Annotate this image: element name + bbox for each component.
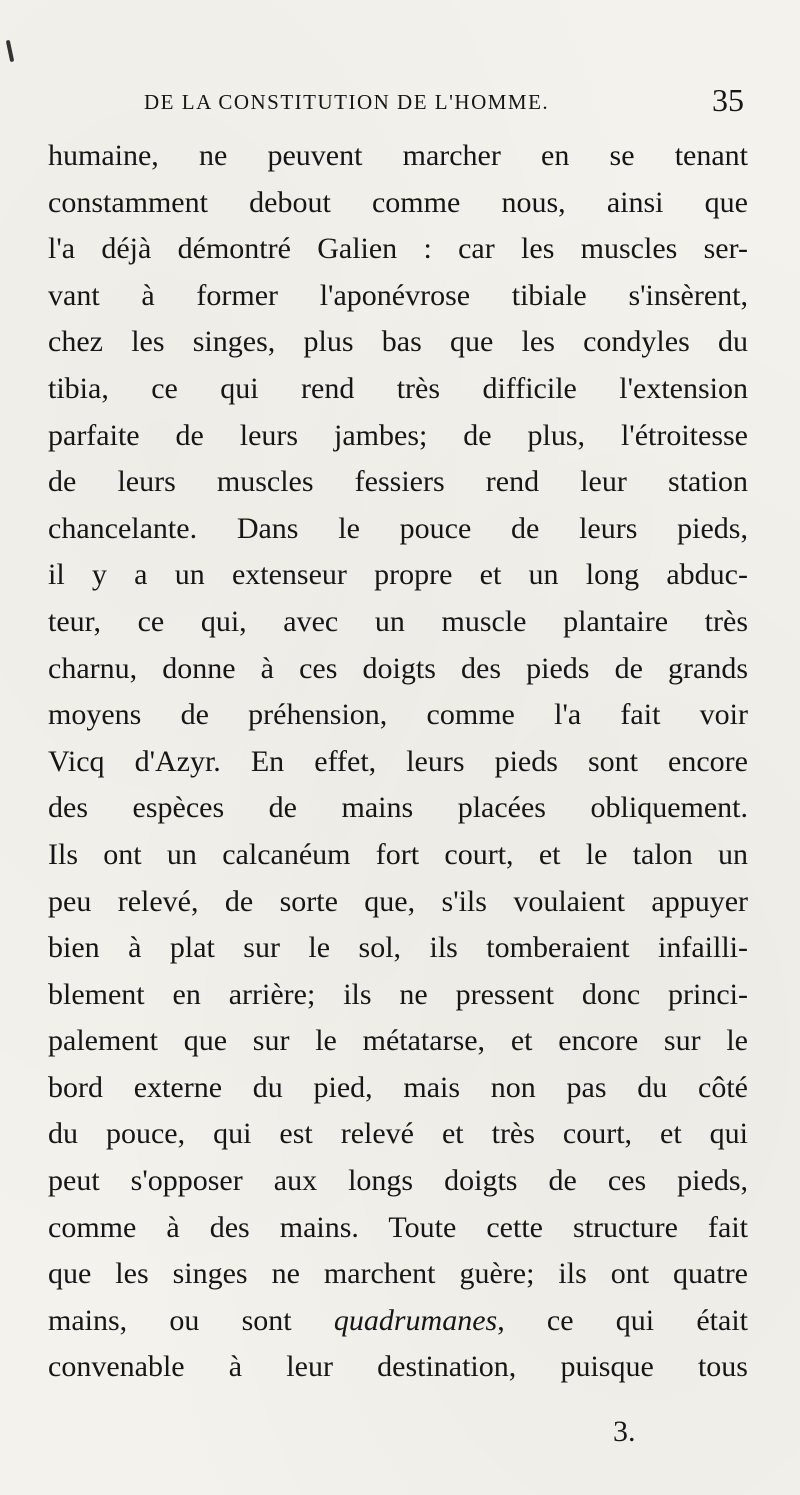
body-text: [48, 133, 748, 1391]
signature-mark: 3.: [613, 1415, 636, 1448]
text-line: il y a un extenseur propre et un long abduc-: [48, 558, 748, 592]
text-line: Vicq d'Azyr. En effet, leurs pieds sont encore: [48, 744, 748, 778]
text-line: charnu, donne à ces doigts des pieds de grands: [48, 651, 748, 685]
margin-ink-mark: [6, 40, 14, 62]
text-line: constamment debout comme nous, ainsi que: [48, 185, 748, 219]
text-line: que les singes ne marchent guère; ils ont quatre: [48, 1257, 748, 1291]
text-line: moyens de préhension, comme l'a fait voir: [48, 698, 748, 732]
text-line: peut s'opposer aux longs doigts de ces pieds,: [48, 1164, 748, 1198]
text-line: tibia, ce qui rend très difficile l'extension: [48, 371, 748, 405]
running-title: DE LA CONSTITUTION DE L'HOMME.: [144, 90, 550, 114]
text-line: teur, ce qui, avec un muscle plantaire très: [48, 604, 748, 638]
text-line: peu relevé, de sorte que, s'ils voulaient appuyer: [48, 884, 748, 918]
text-segment: , ce qui était: [497, 1303, 748, 1337]
text-line: humaine, ne peuvent marcher en se tenant: [48, 139, 748, 172]
text-line: des espèces de mains placées obliquement.: [48, 791, 748, 825]
text-segment: mains, ou sont: [48, 1303, 334, 1337]
text-line: blement en arrière; ils ne pressent donc princi-: [48, 977, 748, 1011]
text-line: chancelante. Dans le pouce de leurs pieds,: [48, 511, 748, 545]
text-line: Ils ont un calcanéum fort court, et le talon un: [48, 837, 748, 871]
text-line: parfaite de leurs jambes; de plus, l'étroitesse: [48, 418, 748, 452]
text-line: l'a déjà démontré Galien : car les muscles ser-: [48, 232, 748, 266]
running-head: [144, 82, 744, 122]
text-line: bien à plat sur le sol, ils tomberaient infailli-: [48, 931, 748, 965]
text-line: du pouce, qui est relevé et très court, et qui: [48, 1117, 748, 1151]
page-number: 35: [712, 82, 744, 118]
text-line: de leurs muscles fessiers rend leur station: [48, 465, 748, 499]
text-line: palement que sur le métatarse, et encore sur le: [48, 1024, 748, 1058]
text-line: vant à former l'aponévrose tibiale s'insèrent,: [48, 278, 748, 312]
text-line: bord externe du pied, mais non pas du côté: [48, 1070, 748, 1104]
text-line: chez les singes, plus bas que les condyles du: [48, 325, 748, 359]
italic-term: quadrumanes: [333, 1303, 498, 1337]
text-line: comme à des mains. Toute cette structure fait: [48, 1210, 748, 1244]
text-line-with-italic: [48, 1298, 748, 1345]
text-line: convenable à leur destination, puisque tous: [48, 1350, 748, 1384]
